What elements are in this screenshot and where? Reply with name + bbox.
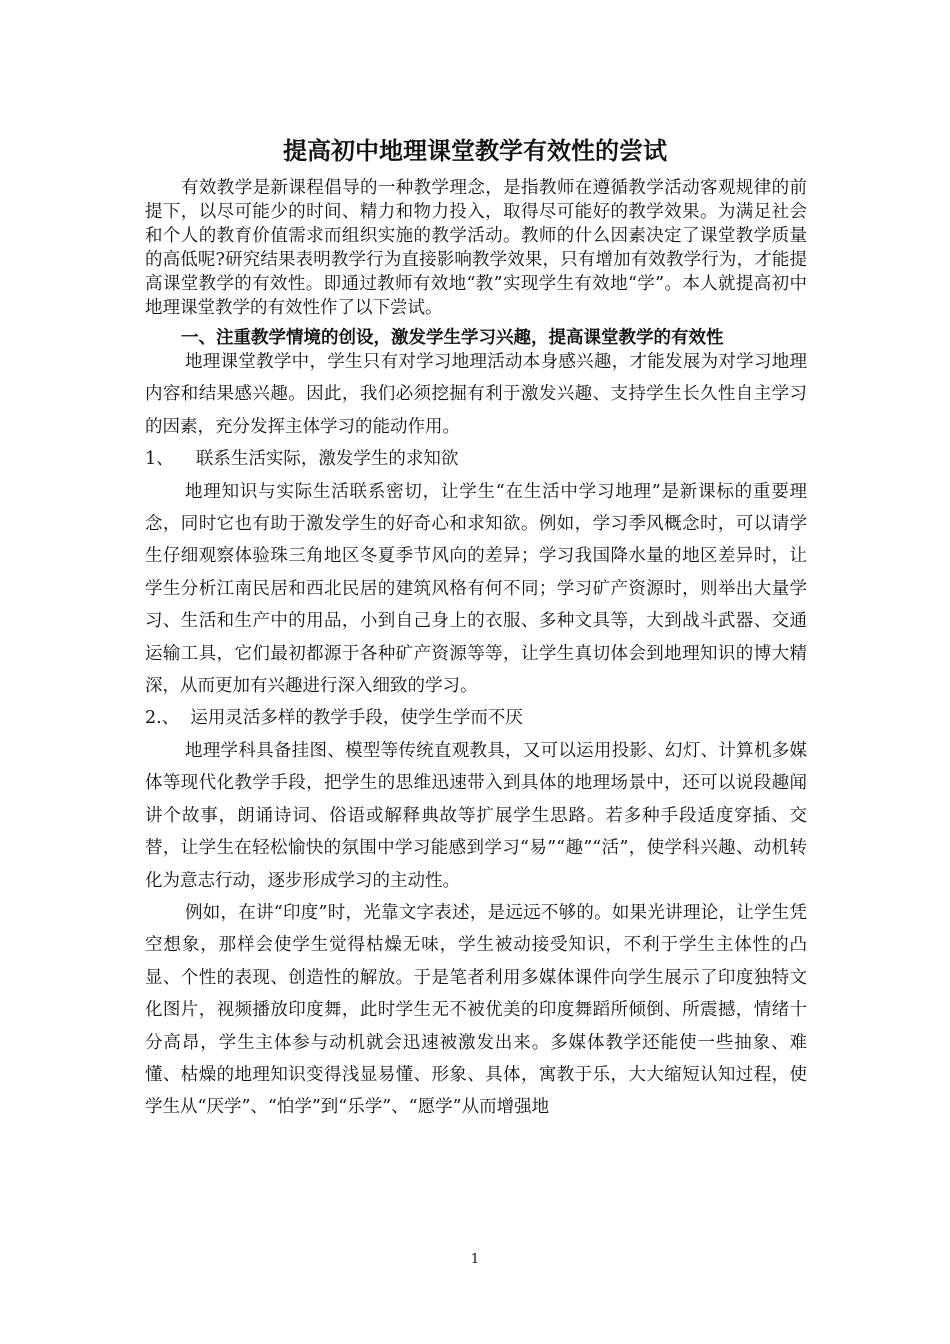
subheading-2: 2.、 运用灵活多样的教学手段，使学生学而不厌 <box>145 708 523 729</box>
section-heading: 一、注重教学情境的创设，激发学生学习兴趣，提高课堂教学的有效性 <box>181 328 724 348</box>
intro-paragraph-block <box>145 176 807 320</box>
example-paragraph: 例如，在讲“印度”时，光靠文字表述，是远远不够的。如果光讲理论，让学生凭空想象，那样会使学生觉得枯燥无味，学生被动接受知识，不利于学生主体性的凸显、个性的表现、创造性的解放。于是笔者利用多媒体课件向学生展示了印度独特文化图片，视频播放印度舞，此时学生无不被优美的印度舞蹈所倾倒、所震撼，情绪十分高昂，学生主体参与动机就会迅速被激发出来。多媒体教学还能使一些抽象、难懂、枯燥的地理知识变得浅显易懂、形象、具体，寓教于乐，大大缩短认知过程，使学生从“厌学”、“怕学”到“乐学”、“愿学”从而增强地 <box>145 902 807 1118</box>
intro-paragraph: 有效教学是新课程倡导的一种教学理念，是指教师在遵循教学活动客观规律的前提下，以尽可能少的时间、精力和物力投入，取得尽可能好的教学效果。为满足社会和个人的教育价值需求而组织实施的教学活动。教师的什么因素决定了课堂教学质量的高低呢?研究结果表明教学行为直接影响教学效果，只有增加有效教学行为，才能提高课堂教学的有效性。即通过教师有效地“教”实现学生有效地“学”。本人就提高初中地理课堂教学的有效性作了以下尝试。 <box>145 178 807 318</box>
page-number: 1 <box>470 1252 480 1267</box>
document-title: 提高初中地理课堂教学有效性的尝试 <box>283 137 667 165</box>
section-paragraph: 地理课堂教学中，学生只有对学习地理活动本身感兴趣，才能发展为对学习地理内容和结果感兴趣。因此，我们必须挖掘有利于激发兴趣、支持学生长久性自主学习的因素，充分发挥主体学习的能动作用。 <box>145 352 807 437</box>
body-text-block <box>145 346 807 1124</box>
subheading-1: 1、 联系生活实际，激发学生的求知欲 <box>145 449 459 470</box>
sub1-paragraph: 地理知识与实际生活联系密切，让学生“在生活中学习地理”是新课标的重要理念，同时它也有助于激发学生的好奇心和求知欲。例如，学习季风概念时，可以请学生仔细观察体验珠三角地区冬夏季节风向的差异；学习我国降水量的地区差异时，让学生分析江南民居和西北民居的建筑风格有何不同；学习矿产资源时，则举出大量学习、生活和生产中的用品，小到自己身上的衣服、多种文具等，大到战斗武器、交通运输工具，它们最初都源于各种矿产资源等等，让学生真切体会到地理知识的博大精深，从而更加有兴趣进行深入细致的学习。 <box>145 481 807 697</box>
sub2-paragraph: 地理学科具备挂图、模型等传统直观教具，又可以运用投影、幻灯、计算机多媒体等现代化教学手段，把学生的思维迅速带入到具体的地理场景中，还可以说段趣闻讲个故事，朗诵诗词、俗语或解释典故等扩展学生思路。若多种手段适度穿插、交替，让学生在轻松愉快的氛围中学习能感到学习“易”“趣”“活”，使学科兴趣、动机转化为意志行动，逐步形成学习的主动性。 <box>145 740 807 891</box>
